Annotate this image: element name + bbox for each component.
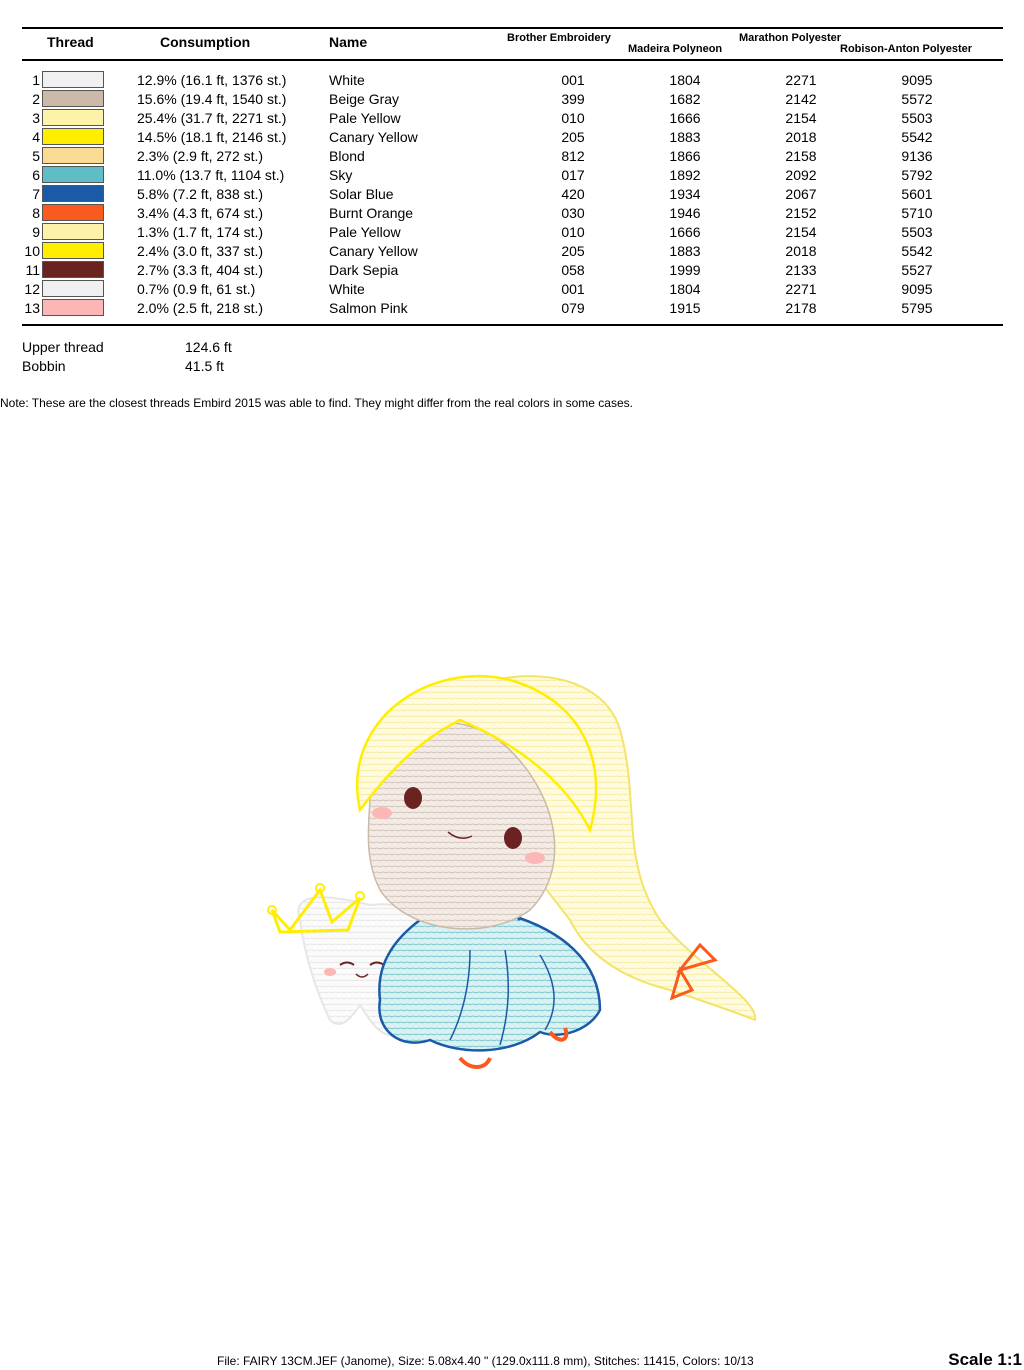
thread-name: Pale Yellow <box>329 224 401 240</box>
thread-robison-code: 5572 <box>901 91 933 107</box>
thread-number: 10 <box>24 243 40 259</box>
thread-consumption: 11.0% (13.7 ft, 1104 st.) <box>137 167 285 183</box>
thread-marathon-code: 2178 <box>785 300 817 316</box>
thread-marathon-code: 2142 <box>785 91 817 107</box>
thread-consumption: 3.4% (4.3 ft, 674 st.) <box>137 205 264 221</box>
thread-marathon-code: 2092 <box>785 167 817 183</box>
bobbin-label: Bobbin <box>22 358 66 374</box>
thread-robison-code: 9095 <box>901 281 933 297</box>
thread-madeira-code: 1804 <box>669 72 701 88</box>
thread-robison-code: 9095 <box>901 72 933 88</box>
thread-marathon-code: 2067 <box>785 186 817 202</box>
bobbin-value: 41.5 ft <box>185 358 224 374</box>
thread-name: Canary Yellow <box>329 243 418 259</box>
thread-brother-code: 079 <box>561 300 585 316</box>
thread-madeira-code: 1946 <box>669 205 701 221</box>
upper-thread-label: Upper thread <box>22 339 104 355</box>
thread-name: Burnt Orange <box>329 205 414 221</box>
thread-note: Note: These are the closest threads Embird 2015 was able to find. They might differ from the real colors in some cases. <box>0 396 633 410</box>
header-robison: Robison-Anton Polyester <box>840 43 973 55</box>
thread-robison-code: 5795 <box>901 300 933 316</box>
thread-marathon-code: 2271 <box>785 72 817 88</box>
thread-marathon-code: 2152 <box>785 205 817 221</box>
thread-marathon-code: 2154 <box>785 224 817 240</box>
thread-number: 3 <box>32 110 40 126</box>
thread-consumption: 1.3% (1.7 ft, 174 st.) <box>137 224 264 240</box>
thread-robison-code: 5527 <box>901 262 933 278</box>
thread-consumption: 5.8% (7.2 ft, 838 st.) <box>137 186 264 202</box>
thread-madeira-code: 1999 <box>669 262 701 278</box>
header-thread: Thread <box>47 34 94 50</box>
table-top-rule <box>22 27 1003 29</box>
thread-number: 1 <box>32 72 40 88</box>
thread-brother-code: 001 <box>561 72 585 88</box>
header-brother: Brother Embroidery <box>507 32 611 44</box>
thread-name: Beige Gray <box>329 91 400 107</box>
thread-row <box>0 127 1024 146</box>
thread-consumption: 25.4% (31.7 ft, 2271 st.) <box>137 110 287 126</box>
thread-name: Salmon Pink <box>329 300 408 316</box>
thread-madeira-code: 1804 <box>669 281 701 297</box>
thread-madeira-code: 1883 <box>669 129 701 145</box>
thread-robison-code: 5503 <box>901 224 933 240</box>
thread-number: 5 <box>32 148 40 164</box>
thread-name: Sky <box>329 167 353 183</box>
thread-number: 12 <box>24 281 40 297</box>
thread-color-swatch <box>42 90 104 107</box>
thread-brother-code: 010 <box>561 110 585 126</box>
thread-marathon-code: 2018 <box>785 129 817 145</box>
thread-consumption: 0.7% (0.9 ft, 61 st.) <box>137 281 256 297</box>
embroidery-design-preview <box>260 660 760 1100</box>
thread-number: 4 <box>32 129 40 145</box>
thread-color-swatch <box>42 109 104 126</box>
thread-madeira-code: 1666 <box>669 110 701 126</box>
thread-marathon-code: 2018 <box>785 243 817 259</box>
thread-name: White <box>329 281 365 297</box>
thread-marathon-code: 2133 <box>785 262 817 278</box>
thread-row <box>0 184 1024 203</box>
thread-name: White <box>329 72 365 88</box>
thread-robison-code: 5710 <box>901 205 933 221</box>
thread-color-swatch <box>42 71 104 88</box>
thread-number: 9 <box>32 224 40 240</box>
thread-color-swatch <box>42 242 104 259</box>
thread-brother-code: 030 <box>561 205 585 221</box>
thread-name: Dark Sepia <box>329 262 399 278</box>
table-header-rule <box>22 59 1003 61</box>
thread-row <box>0 260 1024 279</box>
thread-marathon-code: 2158 <box>785 148 817 164</box>
thread-row <box>0 70 1024 89</box>
thread-madeira-code: 1892 <box>669 167 701 183</box>
upper-thread-value: 124.6 ft <box>185 339 232 355</box>
thread-row <box>0 108 1024 127</box>
thread-robison-code: 5503 <box>901 110 933 126</box>
header-name: Name <box>329 34 368 50</box>
thread-marathon-code: 2271 <box>785 281 817 297</box>
thread-madeira-code: 1915 <box>669 300 701 316</box>
thread-madeira-code: 1666 <box>669 224 701 240</box>
thread-consumption: 2.4% (3.0 ft, 337 st.) <box>137 243 264 259</box>
thread-consumption: 14.5% (18.1 ft, 2146 st.) <box>137 129 287 145</box>
thread-brother-code: 205 <box>561 129 585 145</box>
thread-brother-code: 205 <box>561 243 585 259</box>
thread-color-swatch <box>42 166 104 183</box>
thread-robison-code: 5792 <box>901 167 933 183</box>
thread-robison-code: 5601 <box>901 186 933 202</box>
table-bottom-rule <box>22 324 1003 326</box>
thread-name: Solar Blue <box>329 186 394 202</box>
header-consumption: Consumption <box>160 34 251 50</box>
thread-consumption: 2.7% (3.3 ft, 404 st.) <box>137 262 264 278</box>
thread-brother-code: 017 <box>561 167 585 183</box>
thread-color-swatch <box>42 185 104 202</box>
thread-number: 2 <box>32 91 40 107</box>
thread-brother-code: 010 <box>561 224 585 240</box>
thread-robison-code: 9136 <box>901 148 933 164</box>
thread-madeira-code: 1883 <box>669 243 701 259</box>
thread-row <box>0 241 1024 260</box>
thread-number: 11 <box>25 262 40 278</box>
thread-number: 13 <box>24 300 40 316</box>
thread-row <box>0 146 1024 165</box>
thread-madeira-code: 1866 <box>669 148 701 164</box>
header-madeira: Madeira Polyneon <box>628 43 723 55</box>
thread-color-swatch <box>42 280 104 297</box>
thread-name: Pale Yellow <box>329 110 401 126</box>
thread-consumption: 15.6% (19.4 ft, 1540 st.) <box>137 91 287 107</box>
thread-brother-code: 812 <box>561 148 585 164</box>
thread-row <box>0 89 1024 108</box>
thread-name: Blond <box>329 148 365 164</box>
thread-row <box>0 203 1024 222</box>
thread-madeira-code: 1682 <box>669 91 701 107</box>
scale-label: Scale 1:1 <box>948 1350 1022 1369</box>
thread-brother-code: 420 <box>561 186 585 202</box>
thread-row <box>0 279 1024 298</box>
thread-robison-code: 5542 <box>901 243 933 259</box>
thread-brother-code: 001 <box>561 281 585 297</box>
thread-color-swatch <box>42 299 104 316</box>
thread-number: 8 <box>32 205 40 221</box>
thread-brother-code: 399 <box>561 91 585 107</box>
thread-number: 7 <box>32 186 40 202</box>
thread-name: Canary Yellow <box>329 129 418 145</box>
thread-number: 6 <box>32 167 40 183</box>
thread-color-swatch <box>42 204 104 221</box>
header-marathon: Marathon Polyester <box>739 32 842 44</box>
thread-color-swatch <box>42 223 104 240</box>
thread-color-swatch <box>42 147 104 164</box>
thread-marathon-code: 2154 <box>785 110 817 126</box>
thread-robison-code: 5542 <box>901 129 933 145</box>
thread-consumption: 2.0% (2.5 ft, 218 st.) <box>137 300 264 316</box>
thread-row <box>0 298 1024 317</box>
thread-consumption: 2.3% (2.9 ft, 272 st.) <box>137 148 264 164</box>
thread-madeira-code: 1934 <box>669 186 701 202</box>
thread-row <box>0 165 1024 184</box>
thread-color-swatch <box>42 128 104 145</box>
thread-row <box>0 222 1024 241</box>
file-info-footer: File: FAIRY 13CM.JEF (Janome), Size: 5.08x4.40 " (129.0x111.8 mm), Stitches: 11415, Colors: 10/13 <box>217 1354 754 1368</box>
thread-consumption: 12.9% (16.1 ft, 1376 st.) <box>137 72 287 88</box>
thread-color-swatch <box>42 261 104 278</box>
thread-brother-code: 058 <box>561 262 585 278</box>
